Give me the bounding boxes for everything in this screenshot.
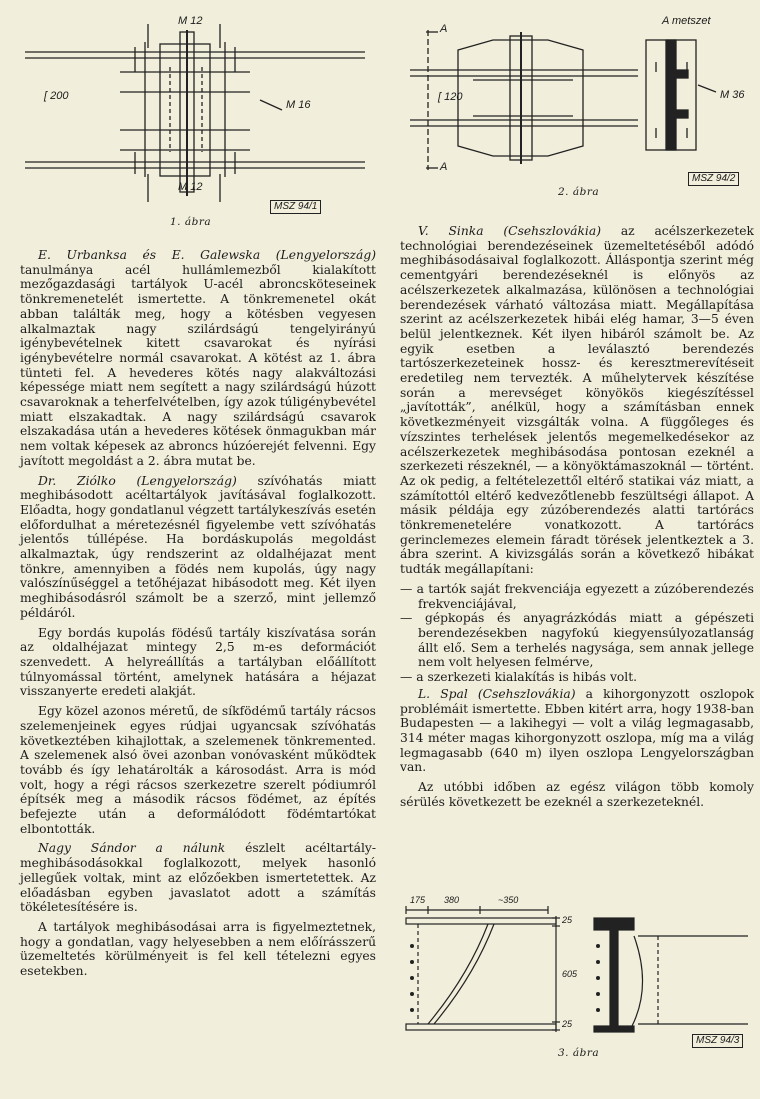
fig2-section-title: A metszet [662,15,711,27]
finding-item-1: — a tartók saját frekvenciája egyezett a zúzóberendezés frekvenciájával, [400,581,754,611]
fig3-dim-25-top: 25 [562,915,573,925]
fig3-dim-175: 175 [410,895,426,905]
fig2-cut-label-top: A [440,23,448,35]
figure-2 [398,10,760,200]
left-paragraph-5: Nagy Sándor a nálunk észlelt acéltartály-meghibásodásokkal foglalkozott, melyek hasonló jellegűek voltak, mint az előzőekben ismertetettek. Az előadásban egyben javaslatot adott a számítás tökéletesítésére is. [20,841,376,915]
right-paragraph-2: L. Spal (Csehszlovákia) a kihorgonyzott oszlopok problémáit ismertette. Ebben kitért arra, hogy 1938-ban Budapesten — a lakihegyi — volt a világ legmagasabb, 314 méter magas kihorgonyzott oszlopa, míg ma a világ legmagasabb (640 m) ilyen oszlopa Lengyelországban van. [400,686,754,775]
fig3-dim-25-bottom: 25 [562,1019,573,1029]
figure-3 [398,896,760,1046]
figure-1 [20,12,380,220]
fig1-label-bottom: M 12 [178,181,203,193]
fig1-caption: 1. ábra [170,216,212,228]
right-paragraph-3: Az utóbbi időben az egész világon több komoly sérülés következett be ezeknél a szerkezeteknél. [400,780,754,809]
fig1-label-top: M 12 [178,15,203,27]
right-paragraph-1: V. Sinka (Csehszlovákia) az acélszerkezetek technológiai berendezéseinek üzemeltetéséből adódó meghibásodásaival foglalkozott. Álláspontja szerint még cementgyári berendezéseknél is előnyös az acélszerkezetek alkalmazása, különösen a technológiai berendezések várható változása miatt. Megállapítása szerint az acélszerkezetek hibái elég hamar, 3—5 éven belül jelentkeznek. Két ilyen hibáról számolt be. Az egyik esetben a leválasztó berendezés tartószerkezeteinek hossz- és keresztmerevítéseit eredetileg nem tervezték. A műhelytervek készítése során a merevséget könyökös kiegészítéssel „javították”, anélkül, hogy a számításban ennek következményeit vizsgálták volna. A függőleges és vízszintes terhelések jelentős megemelkedésekor az acélszerkezetek meghibásodása pontosan ezeknél a szerkezeti részeknél, — a könyöktámaszoknál — történt. Az ok pedig, a feltételezettől eltérő statikai váz miatt, a számítottól eltérő kedvezőtlenebb feszültségi állapot. A másik példája egy zúzóberendezés alatti tartórács tönkremenetelére vonatkozott. A tartórács gerinclemezes elemein fáradt törések jelentkeztek a 3. ábra szerint. A kivizsgálás során a következő hibákat tudták megállapítani: [400,224,754,577]
fig2-bolt-label: M 36 [720,89,745,101]
finding-item-2: — gépkopás és anyagrázkódás miatt a gépészeti berendezésekben nagyfokú kiegyensúlyozatlanság állt elő. Sem a terhelés nagysága, sem annak jellege nem volt helyesen felmérve, [400,611,754,670]
fig2-reference-box: MSZ 94/2 [688,172,739,186]
left-paragraph-3: Egy bordás kupolás födésű tartály kiszívatása során az oldalhéjazat mintegy 2,5 m-es deformációt szenvedett. A helyreállítás a tartályban előállított túlnyomással történt, amelynek hatására a héjazat visszanyerte eredeti alakját. [20,625,376,699]
fig2-cut-label-bottom: A [440,161,448,173]
fig2-caption: 2. ábra [558,186,600,198]
figure-3-drawing [398,896,760,1046]
author-nagy-sandor: Nagy Sándor a nálunk [38,841,226,856]
fig1-label-left: [ 200 [44,90,69,102]
fig3-dim-380: 380 [444,895,460,905]
left-column [20,248,376,984]
left-paragraph-6: A tartályok meghibásodásai arra is figyelmeztetnek, hogy a gondatlan, vagy helyesebben a nem előírásszerű üzemeltetés körülményeit is fel kell tételezni egyes esetekben. [20,919,376,979]
right-column [400,224,754,814]
fig2-profile-label: [ 120 [438,91,463,103]
fig1-label-right: M 16 [286,99,311,111]
fig3-dim-350: ~350 [498,895,519,905]
author-ziolko: Dr. Ziólko (Lengyelország) [38,473,237,488]
left-paragraph-2: Dr. Ziólko (Lengyelország) szívóhatás miatt meghibásodott acéltartályok javításával foglalkozott. Előadta, hogy gondatlanul végzett tartálykeszívás esetén előfordulhat a méretezésnél figyelembe vett szívóhatás jelentős túllépése. Hа bordáskupolás megoldást alkalmaztak, úgy rendszerint az oldalhéjazat ment tönkre, amennyiben a födés nem kupolás, úgy nagy valószínűséggel a tetőhéjazat hibásodott meg. Két ilyen meghibásodásról számolt be a szerző, mint jellemző példáról. [20,473,376,620]
fig1-reference-box: MSZ 94/1 [270,200,321,214]
author-sinka: V. Sinka (Csehszlovákia) [418,224,601,238]
author-spal: L. Spal (Csehszlovákia) [418,686,576,701]
fig3-reference-box: MSZ 94/3 [692,1034,743,1048]
left-paragraph-1: E. Urbanksa és E. Galewska (Lengyelország) tanulmánya acél hullámlemezből kialakított mezőgazdasági tartályok U-acél abroncsköteseinek tönkremenetelét ismertette. A tönkremenetel okát abban találták meg, hogy a kötésben vegyesen alkalmaztak nagy szilárdságú tengelyirányú igénybevételnek kitett csavarokat és nyírási igénybevételre normál csavarokat. A kötést az 1. ábra tünteti fel. A hevederes kötés nagy alakváltozási képessége miatt nem segített a nagy szilárdságú húzott csavaroknak a teherfelvételben, így azok túligénybevétel miatt elszakadtak. A nagy szilárdságú csavarok elszakadása után a hevederes kötések önmagukban már nem voltak képesek az abroncs húzóerejét felvenni. Egy javított megoldást a 2. ábra mutat be. [20,248,376,468]
finding-item-3: — a szerkezeti kialakítás is hibás volt. [400,670,638,685]
fig3-dim-605: 605 [562,969,578,979]
author-urbanksa-galewska: E. Urbanksa és E. Galewska (Lengyelország) [38,248,376,262]
fig3-caption: 3. ábra [558,1047,600,1059]
left-paragraph-4: Egy közel azonos méretű, de síkfödémű tartály rácsos szelemenjeinek egyes rúdjai ugyancsak szívóhatás következtében kihajlottak, a szelemenek tönkremented. A szelemenek alsó övei azonban vonóvasként működtek tovább és így lehatárolták a károsodást. Arra is mód volt, hogy a régi rácsos szerkezetre szerelt pódiumról építsék meg a második rácsos födémet, az építés befejezte után a deformálódott födémtartókat elbontották. [20,704,376,836]
